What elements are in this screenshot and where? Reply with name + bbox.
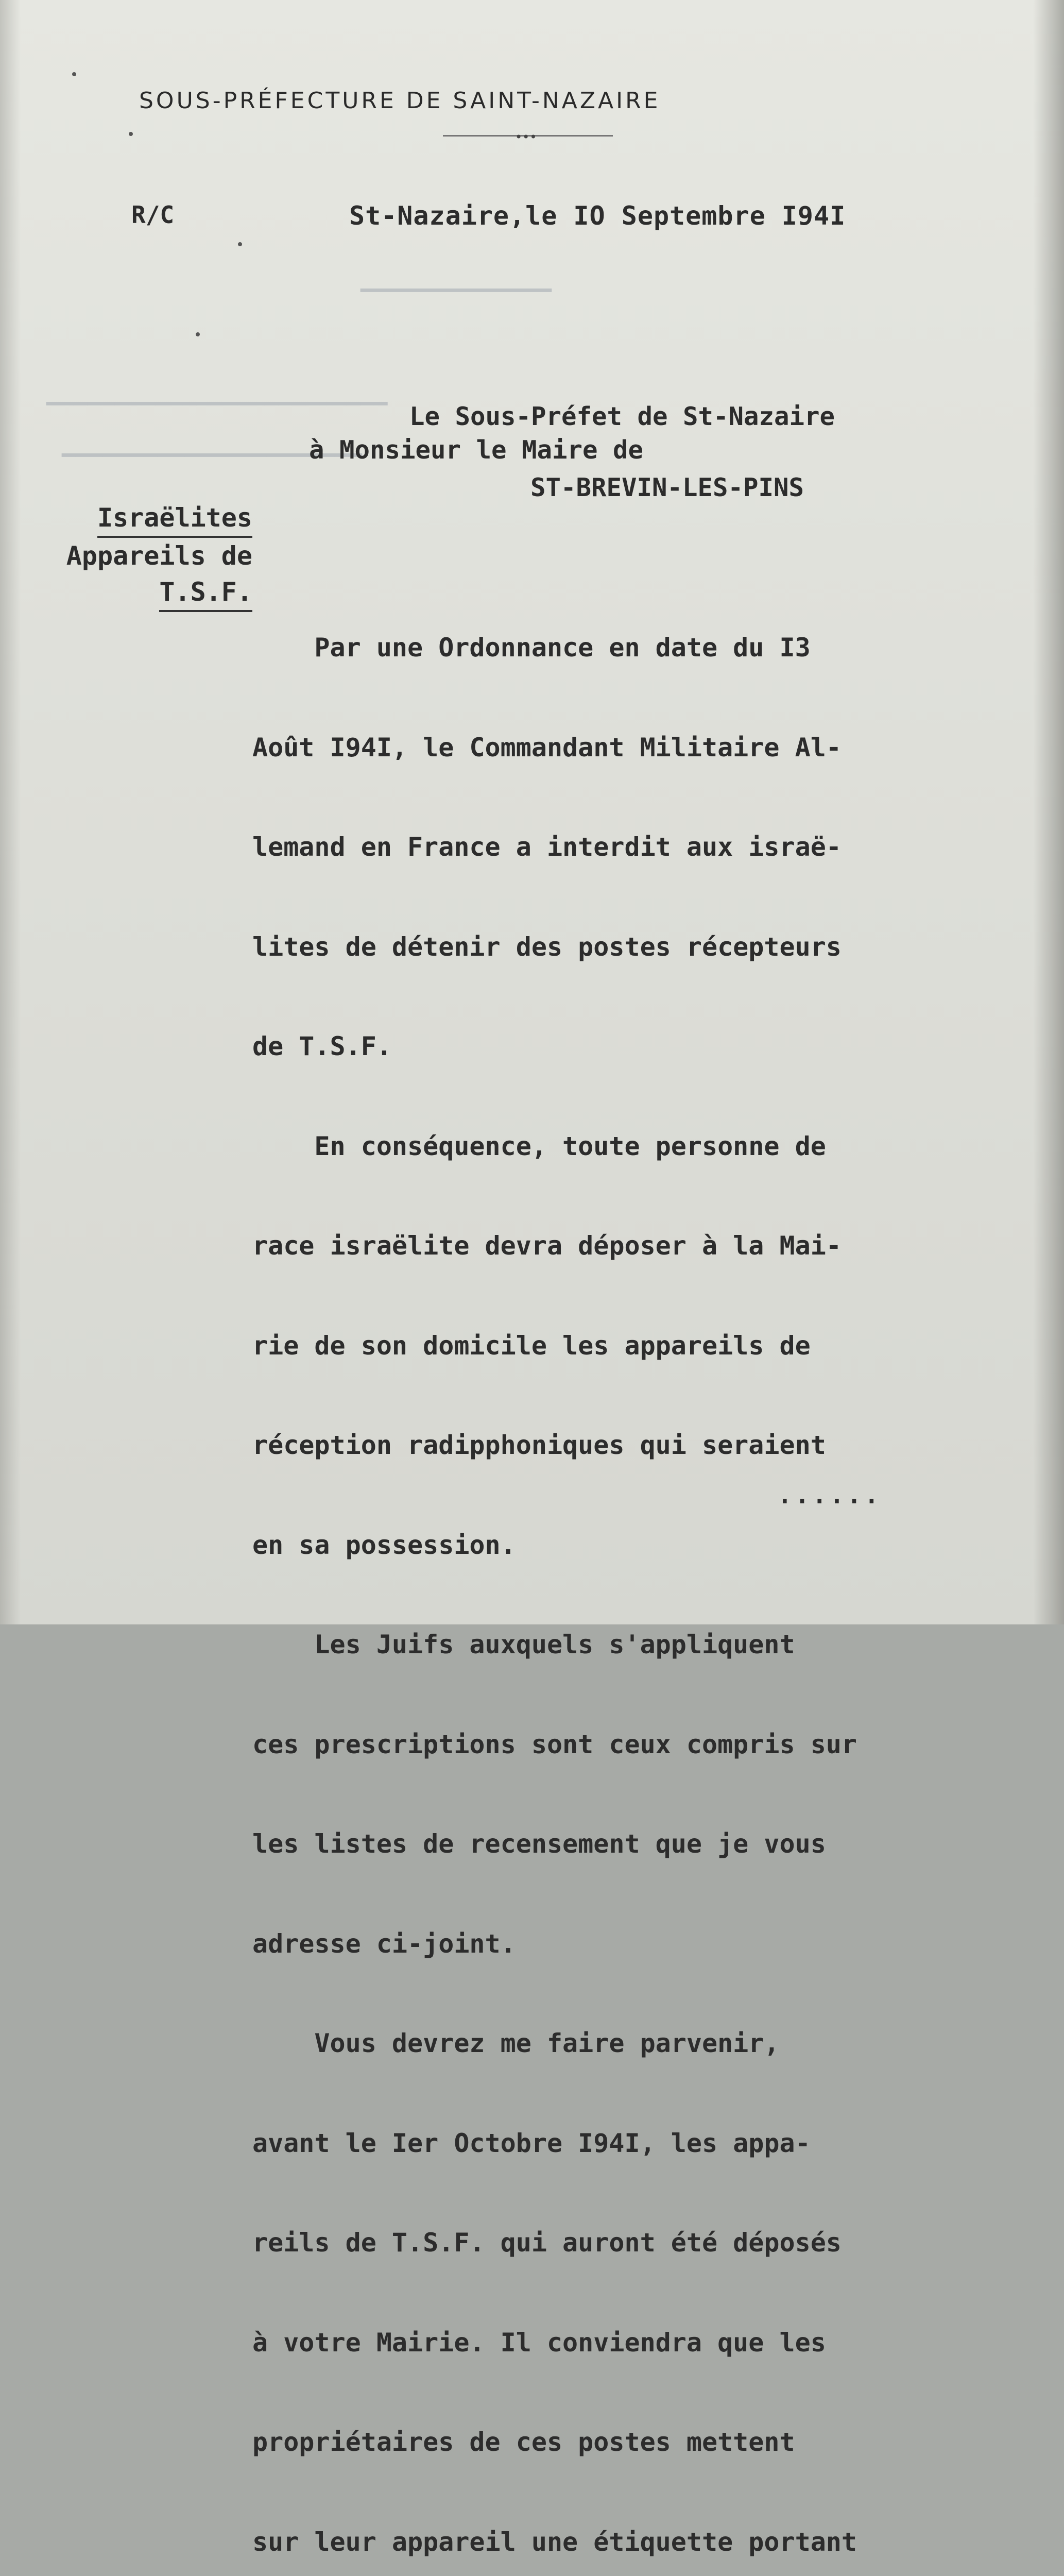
body-line: de T.S.F. — [252, 1031, 392, 1061]
body-line: race israëlite devra déposer à la Mai- — [252, 1231, 842, 1261]
body-line: Vous devrez me faire parvenir, — [252, 2028, 780, 2058]
letterhead: SOUS-PRÉFECTURE DE SAINT-NAZAIRE — [139, 88, 661, 114]
subject-margin-note — [10, 500, 252, 612]
letterhead-ornament: ••• — [515, 130, 537, 144]
subject-line-3: T.S.F. — [10, 574, 252, 612]
pin-hole — [238, 242, 242, 246]
recipient-line: à Monsieur le Maire de — [309, 435, 644, 465]
body-line: à votre Mairie. Il conviendra que les — [252, 2327, 826, 2358]
page-edge-shadow-left — [0, 0, 21, 1624]
body-line: lemand en France a interdit aux israë- — [252, 832, 842, 862]
body-line: En conséquence, toute personne de — [252, 1131, 826, 1161]
body-line: rie de son domicile les appareils de — [252, 1330, 811, 1361]
body-line: sur leur appareil une étiquette portant — [252, 2527, 857, 2557]
subject-line-1: Israëlites — [10, 500, 252, 538]
body-line: propriétaires de ces postes mettent — [252, 2427, 795, 2457]
body-line: en sa possession. — [252, 1530, 516, 1560]
bleed-through-mark: ▁▁▁▁▁▁▁▁▁▁▁▁▁▁▁▁▁▁▁▁▁▁ — [62, 453, 362, 480]
body-line: ces prescriptions sont ceux compris sur — [252, 1729, 857, 1759]
reference-code: R/C — [131, 201, 175, 229]
body-line: Août I94I, le Commandant Militaire Al- — [252, 732, 842, 762]
letter-body — [252, 565, 1045, 2576]
pin-hole — [196, 332, 200, 336]
continuation-dots: ...... — [778, 1481, 882, 1509]
body-line: avant le Ier Octobre I94I, les appa- — [252, 2128, 811, 2158]
body-line: Par une Ordonnance en date du I3 — [252, 633, 811, 663]
body-line: Les Juifs auxquels s'appliquent — [252, 1630, 795, 1659]
commune-name: ST-BREVIN-LES-PINS — [530, 473, 804, 502]
sender-line: Le Sous-Préfet de St-Nazaire — [409, 402, 835, 431]
body-line: adresse ci-joint. — [252, 1928, 516, 1959]
bleed-through-mark: ▁▁▁▁▁▁▁▁▁▁▁▁▁▁ — [361, 289, 552, 315]
dateline: St-Nazaire,le IO Septembre I94I — [349, 201, 846, 231]
pin-hole — [72, 72, 76, 76]
pin-hole — [129, 132, 133, 136]
body-line: lites de détenir des postes récepteurs — [252, 931, 842, 962]
body-line: réception radipphoniques qui seraient — [252, 1430, 826, 1460]
bleed-through-mark: ▁▁▁▁▁▁▁▁▁▁▁▁▁▁▁▁▁▁▁▁▁▁▁▁▁ — [46, 402, 388, 428]
subject-line-2: Appareils de — [66, 541, 252, 571]
body-line: les listes de recensement que je vous — [252, 1829, 826, 1859]
body-line: reils de T.S.F. qui auront été déposés — [252, 2228, 842, 2258]
